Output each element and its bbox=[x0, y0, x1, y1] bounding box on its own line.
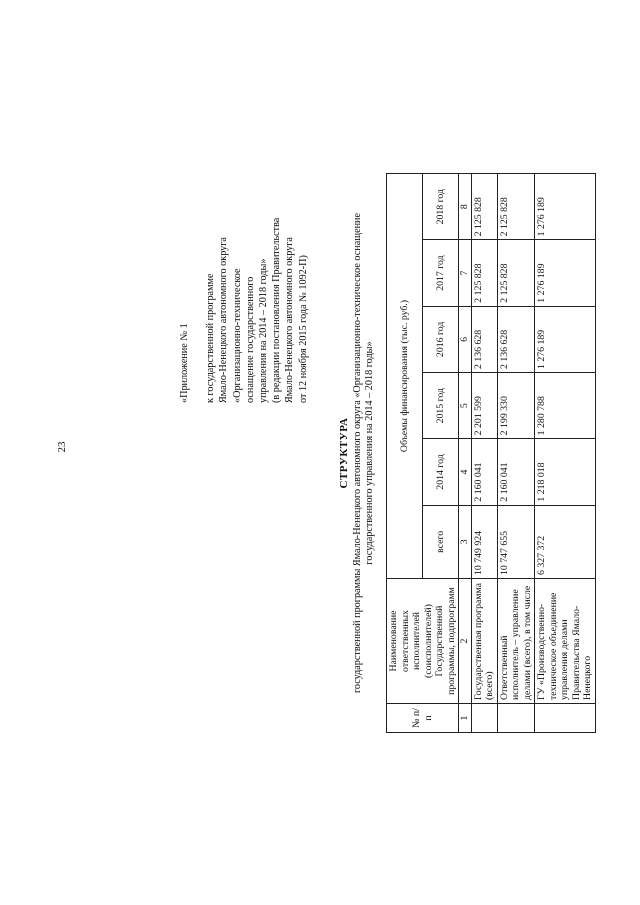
header-total: всего bbox=[423, 505, 459, 578]
index-cell: 6 bbox=[459, 306, 472, 372]
header-funding: Объемы финансирования (тыс. руб.) bbox=[387, 173, 423, 578]
index-row bbox=[459, 173, 472, 732]
title-main: СТРУКТУРА bbox=[338, 417, 350, 488]
index-cell: 4 bbox=[459, 438, 472, 504]
index-cell: 3 bbox=[459, 505, 472, 578]
row-value: 1 280 788 bbox=[535, 372, 596, 438]
row-value: 6 327 372 bbox=[535, 505, 596, 578]
appendix-number: «Приложение № 1 bbox=[179, 322, 190, 403]
index-cell: 1 bbox=[459, 703, 472, 732]
header-name: Наименование ответственных исполнителей (соисполнителей) Государственной программы, подпрограмм bbox=[387, 578, 459, 703]
appendix-line: Ямало-Ненецкого автономного округа bbox=[218, 236, 230, 403]
table-row bbox=[497, 173, 535, 732]
row-value: 2 136 628 bbox=[471, 306, 497, 372]
row-value: 1 276 189 bbox=[535, 306, 596, 372]
row-value: 2 201 599 bbox=[471, 372, 497, 438]
row-value: 10 749 924 bbox=[471, 505, 497, 578]
row-value: 2 160 041 bbox=[497, 438, 535, 504]
row-value: 2 125 828 bbox=[497, 173, 535, 239]
title-line: государственного управления на 2014 – 2018 годы» bbox=[364, 340, 375, 565]
appendix-note bbox=[178, 173, 310, 403]
appendix-line: (в редакции постановления Правительства bbox=[271, 217, 283, 403]
row-name: ГУ «Производственно-техническое объединение управления делами Правительства Ямало-Ненецкого bbox=[535, 578, 596, 703]
row-num bbox=[471, 703, 497, 732]
page-number: 23 bbox=[56, 441, 68, 453]
header-year: 2017 год bbox=[423, 239, 459, 305]
row-value: 2 125 828 bbox=[471, 239, 497, 305]
rotated-page-content bbox=[178, 173, 593, 733]
index-cell: 2 bbox=[459, 578, 472, 703]
index-cell: 5 bbox=[459, 372, 472, 438]
row-value: 2 199 330 bbox=[497, 372, 535, 438]
appendix-line: к государственной программе bbox=[205, 273, 217, 403]
row-value: 2 125 828 bbox=[471, 173, 497, 239]
appendix-line: оснащение государственного bbox=[244, 276, 256, 403]
header-year: 2014 год bbox=[423, 438, 459, 504]
header-year: 2015 год bbox=[423, 372, 459, 438]
row-value: 2 125 828 bbox=[497, 239, 535, 305]
row-value: 2 160 041 bbox=[471, 438, 497, 504]
row-value: 10 747 655 bbox=[497, 505, 535, 578]
header-year: 2016 год bbox=[423, 306, 459, 372]
row-num bbox=[497, 703, 535, 732]
header-year: 2018 год bbox=[423, 173, 459, 239]
index-cell: 8 bbox=[459, 173, 472, 239]
appendix-line: «Организационно-техническое bbox=[231, 267, 243, 403]
row-value: 1 218 018 bbox=[535, 438, 596, 504]
appendix-line: управления на 2014 – 2018 годы» bbox=[258, 258, 270, 403]
appendix-line: Ямало-Ненецкого автономного округа bbox=[284, 236, 296, 403]
index-cell: 7 bbox=[459, 239, 472, 305]
row-value: 1 276 189 bbox=[535, 173, 596, 239]
table-row bbox=[535, 173, 596, 732]
row-value: 1 276 189 bbox=[535, 239, 596, 305]
funding-table bbox=[386, 173, 596, 733]
row-value: 2 136 628 bbox=[497, 306, 535, 372]
title-line: государственной программы Ямало-Ненецкого автономного округа «Организационно-техническое оснащение bbox=[351, 212, 363, 693]
appendix-line: от 12 ноября 2015 года № 1092-П) bbox=[297, 254, 309, 403]
row-name: Ответственный исполнитель – управление делами (всего), в том числе bbox=[497, 578, 535, 703]
row-num bbox=[535, 703, 596, 732]
header-num: № п/п bbox=[387, 703, 459, 732]
document-title bbox=[338, 173, 377, 733]
row-name: Государственная программа (всего) bbox=[471, 578, 497, 703]
header-row bbox=[387, 173, 423, 732]
table-row bbox=[471, 173, 497, 732]
